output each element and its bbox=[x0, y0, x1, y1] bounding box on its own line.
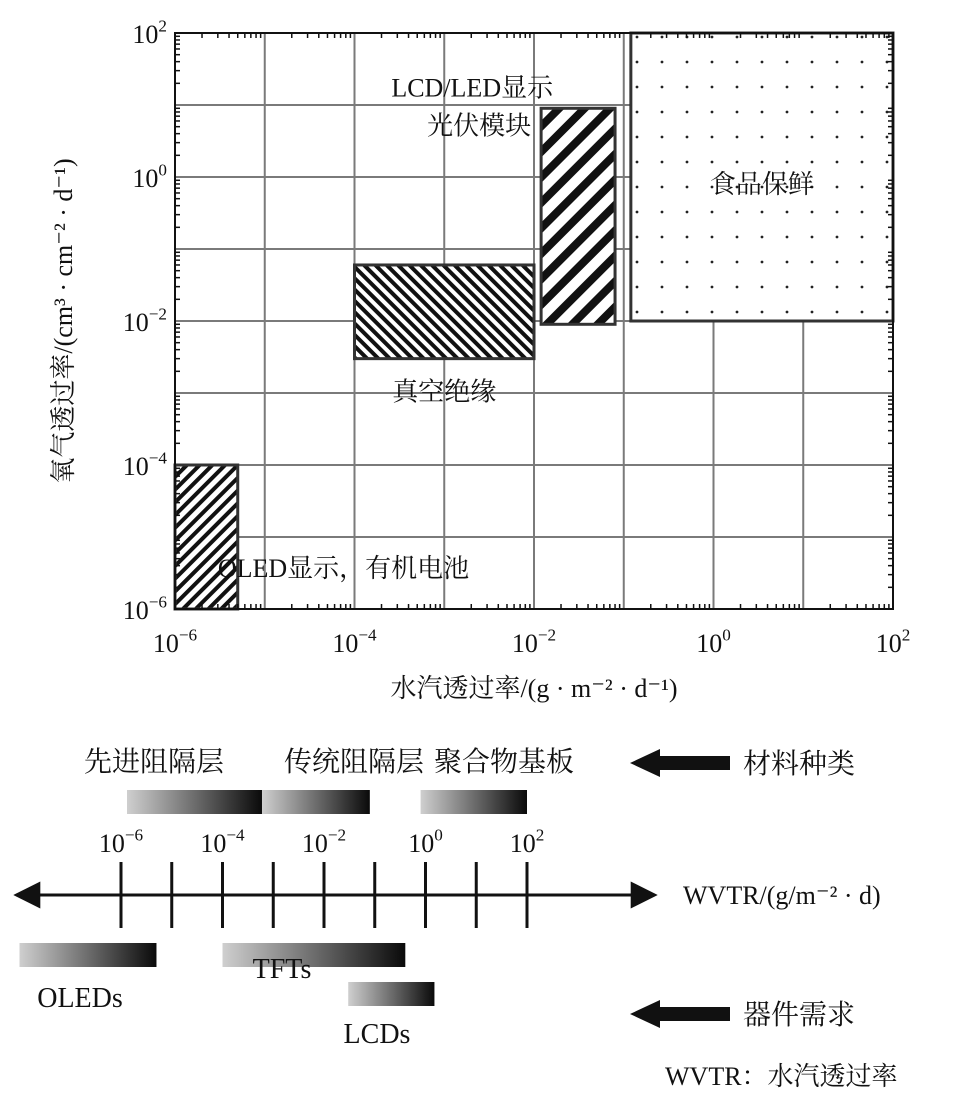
material-label-2: 聚合物基板 bbox=[433, 747, 575, 778]
region-1 bbox=[355, 265, 535, 359]
region-label-2-0: LCD/LED显示 bbox=[391, 73, 554, 103]
material-label-1: 传统阻隔层 bbox=[283, 747, 425, 778]
wvtr-axis bbox=[16, 825, 881, 928]
device-label-2: LCDs bbox=[343, 1019, 411, 1050]
device-bar-2 bbox=[348, 982, 434, 1006]
arrow-label-1: 器件需求 bbox=[743, 1000, 856, 1031]
y-tick-label: $10^{-2}$ bbox=[122, 304, 167, 337]
top-chart bbox=[49, 16, 910, 703]
y-tick-labels bbox=[123, 16, 168, 625]
x-tick-label: $10^0$ bbox=[696, 625, 731, 658]
bottom-scale bbox=[16, 746, 898, 1091]
x-tick-label: $10^{-4}$ bbox=[332, 625, 377, 658]
region-2 bbox=[541, 108, 615, 324]
material-bar-1 bbox=[262, 790, 370, 814]
material-bar-2 bbox=[421, 790, 527, 814]
wvtr-tick-label: $10^{-6}$ bbox=[98, 825, 144, 858]
wvtr-tick-label: $10^{-2}$ bbox=[301, 825, 347, 858]
wvtr-tick-label: $10^0$ bbox=[408, 825, 443, 858]
footnote: WVTR：水汽透过率 bbox=[665, 1062, 898, 1091]
device-bar-1 bbox=[223, 943, 406, 967]
left-arrow-icon bbox=[630, 1000, 730, 1028]
x-axis-label: 水汽透过率/(g · m⁻² · d⁻¹) bbox=[390, 674, 678, 703]
material-bar-0 bbox=[127, 790, 262, 814]
region-label-2-1: 光伏模块 bbox=[427, 111, 532, 141]
wvtr-axis-label: WVTR/(g/m⁻² · d) bbox=[683, 881, 881, 910]
region-label-0-0: OLED显示，有机电池 bbox=[217, 554, 470, 583]
material-bars bbox=[84, 746, 574, 814]
device-label-0: OLEDs bbox=[37, 983, 123, 1014]
x-tick-label: $10^{-2}$ bbox=[511, 625, 557, 658]
region-label-1-0: 真空绝缘 bbox=[392, 377, 497, 407]
x-tick-labels bbox=[153, 625, 910, 658]
device-bars bbox=[20, 943, 435, 1050]
wvtr-tick-label: $10^{-4}$ bbox=[200, 825, 245, 858]
x-tick-label: $10^{-6}$ bbox=[152, 625, 198, 658]
wvtr-tick-label: $10^2$ bbox=[509, 825, 545, 858]
region-0 bbox=[175, 465, 238, 609]
y-tick-label: $10^0$ bbox=[132, 160, 167, 193]
arrow-label-0: 材料种类 bbox=[743, 749, 856, 780]
region-label-3-0: 食品保鲜 bbox=[709, 169, 814, 199]
y-axis-label: 氧气透过率/(cm³ · cm⁻² · d⁻¹) bbox=[49, 158, 78, 484]
y-tick-label: $10^{-4}$ bbox=[122, 448, 167, 481]
material-label-0: 先进阻隔层 bbox=[83, 747, 225, 778]
device-label-1: TFTs bbox=[252, 954, 312, 985]
y-tick-label: $10^{-6}$ bbox=[122, 592, 167, 625]
left-arrow-icon bbox=[630, 749, 730, 777]
device-bar-0 bbox=[20, 943, 157, 967]
y-tick-label: $10^2$ bbox=[132, 16, 167, 49]
x-tick-label: $10^2$ bbox=[875, 625, 911, 658]
